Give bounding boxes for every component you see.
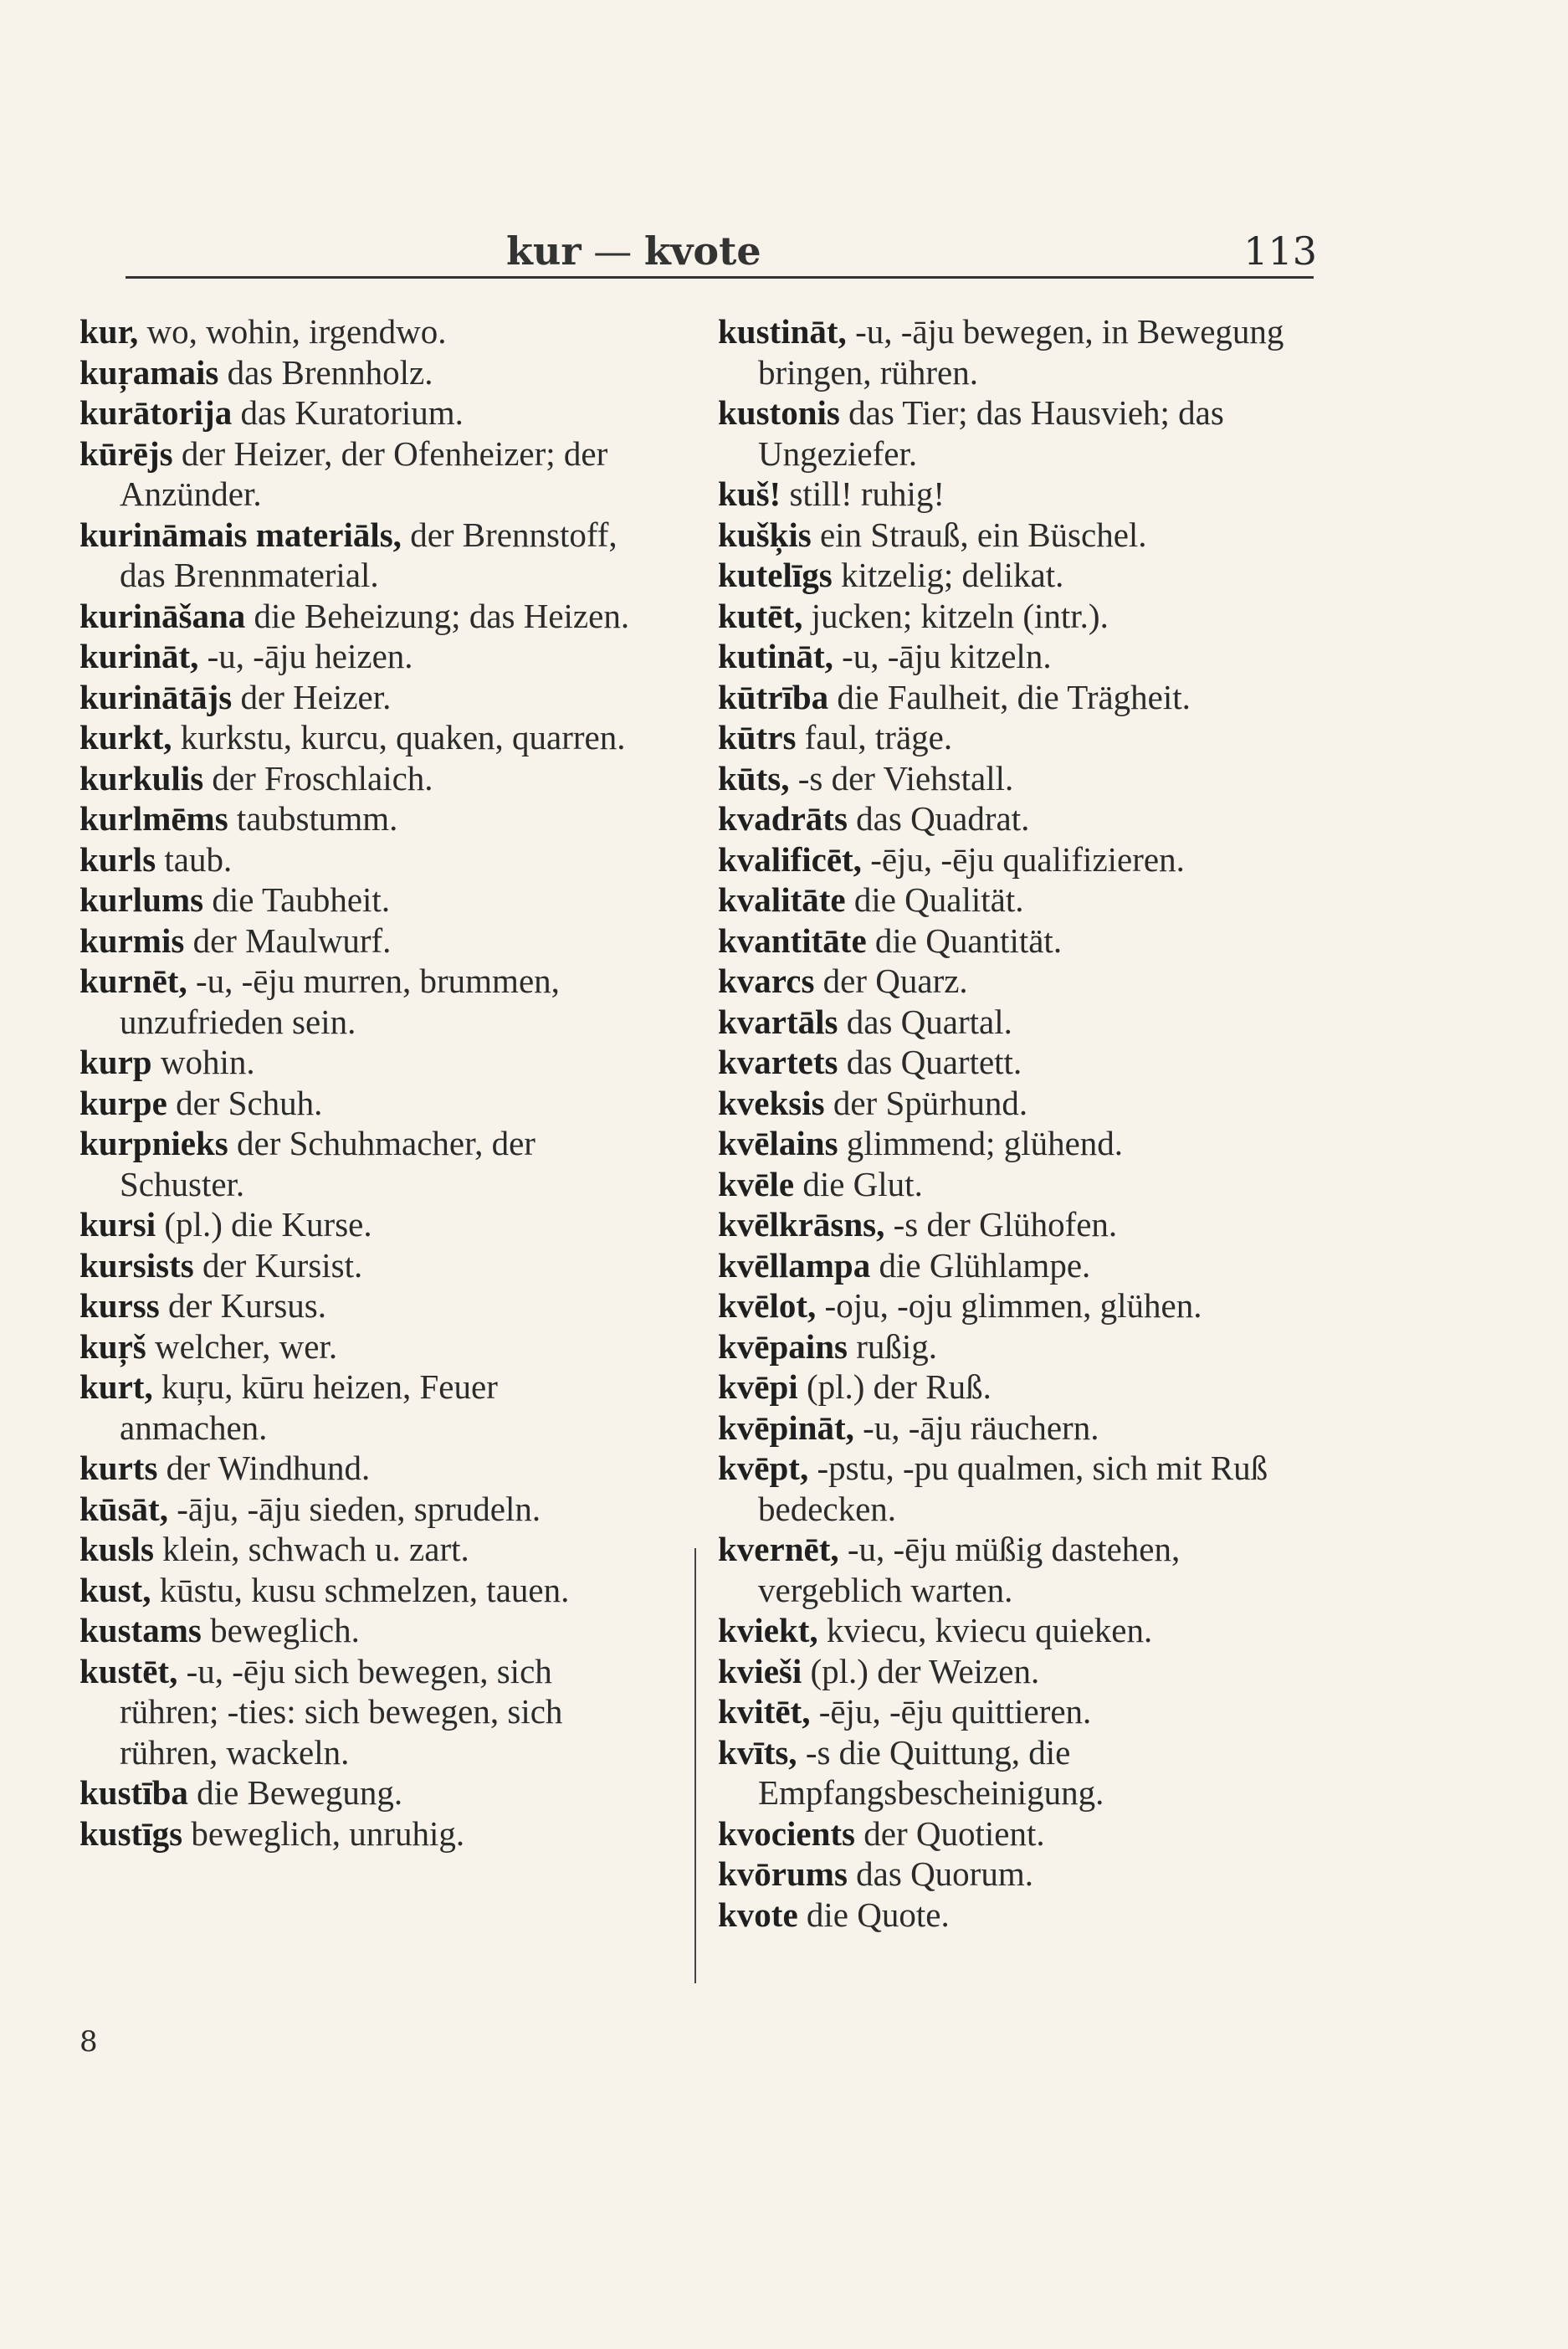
dictionary-entry xyxy=(718,1651,1287,1692)
dictionary-entry xyxy=(718,1002,1287,1043)
dictionary-entry xyxy=(79,1529,648,1570)
dictionary-entry xyxy=(718,1204,1287,1245)
entry-headword: kvalificēt, xyxy=(718,839,862,879)
entry-definition: wohin. xyxy=(160,1043,255,1081)
entry-definition: die Beheizung; das Heizen. xyxy=(254,596,630,635)
dictionary-entry xyxy=(79,961,648,1042)
entry-headword: kvartāls xyxy=(718,1002,838,1041)
dictionary-entry xyxy=(79,352,648,393)
entry-headword: kvitēt, xyxy=(718,1692,811,1731)
entry-headword: kurlums xyxy=(79,880,204,919)
dictionary-entry xyxy=(718,1083,1287,1124)
entry-definition: der Windhund. xyxy=(166,1449,371,1487)
entry-headword: kušķis xyxy=(718,515,812,554)
dictionary-entry xyxy=(718,474,1287,515)
entry-definition: -u, -ēju müßig dastehen, vergeblich warten. xyxy=(758,1530,1181,1609)
dictionary-entry xyxy=(718,758,1287,799)
dictionary-entry xyxy=(79,1772,648,1813)
entry-headword: kurnēt, xyxy=(79,962,187,1000)
entry-definition: der Quotient. xyxy=(863,1813,1045,1853)
entry-definition: das Tier; das Hausvieh; das Ungeziefer. xyxy=(758,393,1224,473)
entry-headword: kurkulis xyxy=(79,758,204,798)
dictionary-entry xyxy=(718,555,1287,596)
entry-definition: das Brennholz. xyxy=(227,352,433,392)
entry-definition: klein, schwach u. zart. xyxy=(162,1530,469,1568)
entry-headword: kurināšana xyxy=(79,596,246,635)
entry-definition: wo, wohin, irgendwo. xyxy=(146,312,447,351)
entry-definition: -s die Quittung, die Empfangsbescheinigung. xyxy=(758,1732,1104,1812)
dictionary-entry xyxy=(79,921,648,962)
dictionary-entry xyxy=(718,961,1287,1002)
entry-headword: kveksis xyxy=(718,1083,825,1122)
dictionary-entry xyxy=(718,1164,1287,1205)
entry-headword: kvēpt, xyxy=(718,1449,809,1487)
dictionary-entry xyxy=(79,1489,648,1530)
entry-headword: kur, xyxy=(79,312,139,351)
dictionary-entry xyxy=(718,839,1287,880)
dictionary-entry xyxy=(79,392,648,433)
entry-headword: kūts, xyxy=(718,758,790,798)
entry-headword: kvadrāts xyxy=(718,799,848,838)
dictionary-entry xyxy=(79,1123,648,1204)
entry-headword: kustināt, xyxy=(718,312,847,351)
dictionary-entry xyxy=(79,515,648,596)
entry-definition: jucken; kitzeln (intr.). xyxy=(811,596,1109,635)
entry-headword: kuš! xyxy=(718,474,781,513)
dictionary-entry xyxy=(718,1042,1287,1083)
entry-headword: kūtrs xyxy=(718,718,797,757)
entry-headword: kustonis xyxy=(718,393,840,432)
entry-definition: -ēju, -ēju qualifizieren. xyxy=(870,839,1185,879)
entry-headword: kurmis xyxy=(79,921,185,960)
entry-definition: -u, -ēju murren, brummen, unzufrieden sein. xyxy=(120,962,560,1041)
dictionary-entry xyxy=(79,1285,648,1326)
entry-headword: kvēpains xyxy=(718,1326,848,1366)
entry-headword: kūtrība xyxy=(718,677,829,716)
entry-headword: kurkt, xyxy=(79,718,172,757)
entry-definition: beweglich, unruhig. xyxy=(191,1813,465,1853)
entry-headword: kuŗš xyxy=(79,1326,146,1366)
dictionary-entry xyxy=(79,758,648,799)
dictionary-entry xyxy=(718,1813,1287,1854)
entry-headword: kvēle xyxy=(718,1164,795,1203)
dictionary-entry xyxy=(718,311,1287,392)
running-head-separator: — xyxy=(593,228,633,274)
dictionary-entry xyxy=(718,798,1287,839)
dictionary-entry xyxy=(718,1285,1287,1326)
entry-headword: kvalitāte xyxy=(718,880,846,919)
entry-definition: glimmend; glühend. xyxy=(846,1124,1124,1162)
entry-definition: die Glut. xyxy=(802,1164,923,1203)
dictionary-entry xyxy=(718,880,1287,921)
entry-headword: kurināt, xyxy=(79,637,199,675)
entry-definition: rußig. xyxy=(856,1326,937,1366)
dictionary-entry xyxy=(79,1610,648,1651)
entry-headword: kvocients xyxy=(718,1813,855,1853)
entry-headword: kvartets xyxy=(718,1043,838,1081)
entry-definition: -oju, -oju glimmen, glühen. xyxy=(824,1286,1202,1325)
dictionary-entry xyxy=(718,1408,1287,1449)
entry-headword: kustēt, xyxy=(79,1651,178,1690)
dictionary-entry xyxy=(79,1245,648,1286)
entry-headword: kvote xyxy=(718,1895,798,1934)
dictionary-entry xyxy=(79,311,648,352)
entry-definition: still! ruhig! xyxy=(789,474,945,513)
running-head xyxy=(506,226,761,276)
entry-headword: kvēpināt, xyxy=(718,1408,854,1447)
entry-definition: taubstumm. xyxy=(236,799,398,838)
entry-definition: faul, träge. xyxy=(804,718,953,757)
entry-headword: kvēlot, xyxy=(718,1286,817,1325)
page-header xyxy=(79,226,1317,283)
entry-definition: (pl.) der Ruß. xyxy=(806,1367,992,1406)
entry-headword: kvernēt, xyxy=(718,1530,839,1568)
entry-definition: kviecu, kviecu quieken. xyxy=(826,1611,1153,1649)
entry-headword: kvieši xyxy=(718,1651,802,1690)
dictionary-entry xyxy=(79,636,648,677)
entry-definition: kūstu, kusu schmelzen, tauen. xyxy=(159,1570,570,1609)
entry-definition: beweglich. xyxy=(210,1611,360,1649)
entry-headword: kvarcs xyxy=(718,962,815,1000)
dictionary-entry xyxy=(718,1732,1287,1813)
entry-definition: der Brennstoff, das Brennmaterial. xyxy=(120,515,617,594)
dictionary-entry xyxy=(718,1448,1287,1529)
header-rule xyxy=(126,276,1314,279)
entry-headword: kurt, xyxy=(79,1367,153,1406)
entry-definition: taub. xyxy=(164,839,233,879)
entry-headword: kutelīgs xyxy=(718,556,833,594)
dictionary-entry xyxy=(79,1326,648,1367)
dictionary-entry xyxy=(718,596,1287,637)
dictionary-entry xyxy=(718,392,1287,474)
dictionary-entry xyxy=(79,717,648,758)
entry-definition: das Quartett. xyxy=(846,1043,1022,1081)
entry-definition: -u, -āju heizen. xyxy=(207,637,413,675)
entry-definition: -ēju, -ēju quittieren. xyxy=(818,1692,1092,1731)
dictionary-entry xyxy=(79,433,648,515)
entry-headword: kusls xyxy=(79,1530,154,1568)
entry-definition: der Heizer. xyxy=(240,677,392,716)
entry-definition: der Schuhmacher, der Schuster. xyxy=(120,1124,535,1203)
entry-definition: die Faulheit, die Trägheit. xyxy=(837,677,1191,716)
entry-headword: kūsāt, xyxy=(79,1489,168,1528)
right-column xyxy=(718,311,1287,1935)
dictionary-entry xyxy=(718,921,1287,962)
dictionary-entry xyxy=(718,1123,1287,1164)
entry-headword: kursi xyxy=(79,1205,156,1244)
dictionary-entry xyxy=(79,1570,648,1611)
entry-headword: kursists xyxy=(79,1245,194,1285)
entry-definition: kurkstu, kurcu, quaken, quarren. xyxy=(180,718,626,757)
entry-headword: kurātorija xyxy=(79,393,233,432)
running-head-last: kvote xyxy=(643,228,761,274)
dictionary-entry xyxy=(718,515,1287,556)
entry-headword: kurls xyxy=(79,839,156,879)
entry-headword: kurp xyxy=(79,1043,152,1081)
entry-headword: kvēllampa xyxy=(718,1245,871,1285)
dictionary-entry xyxy=(79,1813,648,1854)
entry-definition: der Quarz. xyxy=(822,962,968,1000)
dictionary-entry xyxy=(79,1083,648,1124)
dictionary-entry xyxy=(718,1529,1287,1610)
left-column xyxy=(79,311,648,1854)
entry-headword: kurinātājs xyxy=(79,677,233,716)
entry-headword: kurpe xyxy=(79,1083,167,1122)
dictionary-entry xyxy=(718,717,1287,758)
entry-headword: kurpnieks xyxy=(79,1124,228,1162)
dictionary-entry xyxy=(718,1895,1287,1936)
dictionary-entry xyxy=(79,839,648,880)
dictionary-entry xyxy=(79,1367,648,1448)
entry-definition: das Quorum. xyxy=(856,1854,1033,1893)
entry-headword: kust, xyxy=(79,1570,151,1609)
entry-headword: kurināmais materiāls, xyxy=(79,515,402,554)
dictionary-entry xyxy=(718,636,1287,677)
entry-definition: die Quantität. xyxy=(874,921,1063,960)
entry-headword: kustams xyxy=(79,1611,202,1649)
entry-definition: -s der Glühofen. xyxy=(893,1205,1118,1244)
dictionary-entry xyxy=(79,1204,648,1245)
entry-headword: kurts xyxy=(79,1449,158,1487)
entry-headword: kutināt, xyxy=(718,637,833,675)
entry-headword: kvēlains xyxy=(718,1124,838,1162)
entry-headword: kūrējs xyxy=(79,433,173,473)
dictionary-entry xyxy=(79,1448,648,1489)
entry-headword: kvēpi xyxy=(718,1367,798,1406)
dictionary-entry xyxy=(79,677,648,718)
entry-definition: welcher, wer. xyxy=(155,1326,338,1366)
entry-definition: die Taubheit. xyxy=(212,880,391,919)
entry-definition: die Glühlampe. xyxy=(879,1245,1091,1285)
entry-definition: der Heizer, der Ofenheizer; der Anzünder. xyxy=(120,433,608,513)
dictionary-entry xyxy=(79,1651,648,1773)
entry-definition: die Bewegung. xyxy=(197,1773,403,1812)
entry-definition: der Kursus. xyxy=(167,1286,326,1325)
entry-headword: kviekt, xyxy=(718,1611,818,1649)
entry-definition: der Maulwurf. xyxy=(192,921,392,960)
entry-headword: kuŗamais xyxy=(79,352,219,392)
entry-definition: der Schuh. xyxy=(176,1083,323,1122)
entry-definition: (pl.) die Kurse. xyxy=(164,1205,372,1244)
entry-definition: der Froschlaich. xyxy=(212,758,433,798)
dictionary-entry xyxy=(718,1691,1287,1732)
entry-headword: kvōrums xyxy=(718,1854,848,1893)
dictionary-entry xyxy=(718,1245,1287,1286)
entry-headword: kustīgs xyxy=(79,1813,183,1853)
entry-definition: -s der Viehstall. xyxy=(797,758,1014,798)
entry-definition: -u, -ēju sich bewegen, sich rühren; -ties: sich bewegen, sich rühren, wackeln. xyxy=(120,1651,563,1772)
dictionary-entry xyxy=(79,880,648,921)
entry-definition: das Quartal. xyxy=(846,1002,1012,1041)
entry-headword: kvīts, xyxy=(718,1732,797,1772)
entry-definition: das Quadrat. xyxy=(856,799,1030,838)
entry-definition: -pstu, -pu qualmen, sich mit Ruß bedecken. xyxy=(758,1449,1268,1528)
entry-definition: kitzelig; delikat. xyxy=(840,556,1064,594)
entry-headword: kurlmēms xyxy=(79,799,228,838)
column-divider xyxy=(694,1548,696,1983)
entry-definition: das Kuratorium. xyxy=(240,393,464,432)
entry-definition: -u, -āju kitzeln. xyxy=(842,637,1052,675)
entry-definition: die Quote. xyxy=(806,1895,950,1934)
entry-definition: die Qualität. xyxy=(853,880,1024,919)
dictionary-entry xyxy=(718,1326,1287,1367)
entry-headword: kutēt, xyxy=(718,596,803,635)
entry-definition: -u, -āju bewegen, in Bewegung bringen, rühren. xyxy=(758,312,1284,392)
dictionary-entry xyxy=(79,798,648,839)
entry-headword: kvēlkrāsns, xyxy=(718,1205,885,1244)
signature-mark: 8 xyxy=(79,2025,98,2059)
running-head-first: kur xyxy=(506,228,582,274)
page-number: 113 xyxy=(1243,228,1317,274)
entry-definition: der Spürhund. xyxy=(833,1083,1028,1122)
entry-definition: -āju, -āju sieden, sprudeln. xyxy=(177,1489,541,1528)
entry-headword: kurss xyxy=(79,1286,160,1325)
dictionary-entry xyxy=(718,1854,1287,1895)
dictionary-entry xyxy=(79,1042,648,1083)
entry-headword: kustība xyxy=(79,1773,188,1812)
dictionary-entry xyxy=(718,1367,1287,1408)
entry-definition: -u, -āju räuchern. xyxy=(863,1408,1099,1447)
entry-definition: (pl.) der Weizen. xyxy=(810,1651,1040,1690)
dictionary-entry xyxy=(718,1610,1287,1651)
dictionary-entry xyxy=(718,677,1287,718)
entry-definition: kuŗu, kūru heizen, Feuer anmachen. xyxy=(120,1367,498,1447)
entry-headword: kvantitāte xyxy=(718,921,867,960)
entry-definition: ein Strauß, ein Büschel. xyxy=(819,515,1147,554)
dictionary-entry xyxy=(79,596,648,637)
entry-definition: der Kursist. xyxy=(202,1245,363,1285)
